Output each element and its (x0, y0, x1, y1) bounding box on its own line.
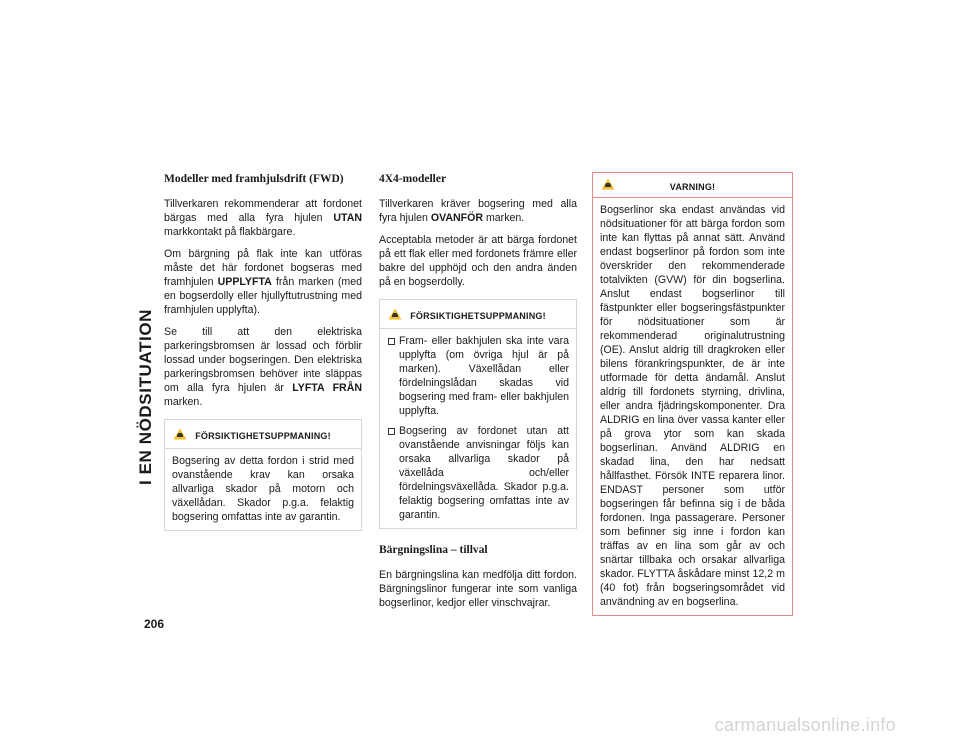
paragraph: Se till att den elektriska parkeringsbromsen är lossad och förblir lossad under bogseringen. Den elektriska parkeringsbromsen behöver inte släppas om alla fyra hjulen är LYFTA FRÅN marken. (164, 326, 363, 408)
section-heading-4x4: 4X4-modeller (379, 173, 447, 185)
emphasis: OVANFÖR (430, 212, 484, 224)
list-item: Fram- eller bakhjulen ska inte vara upplyfta (om övriga hjul är på marken). Växellådan eller fördelningslådan skadas vid bogsering med fram- eller bakhjulen upplyfta. (387, 334, 569, 418)
section-heading-tow-strap: Bärgningslina – tillval (379, 544, 488, 556)
warning-title: VARNING! (669, 182, 716, 192)
caution-header (380, 300, 576, 329)
caution-title: FÖRSIKTIGHETSUPPMANING! (195, 431, 331, 441)
paragraph: Tillverkaren kräver bogsering med alla fyra hjulen OVANFÖR marken. (379, 198, 577, 224)
warning-header (593, 173, 792, 198)
emphasis: UPPLYFTA (217, 276, 272, 288)
chapter-side-tab (133, 175, 159, 619)
column-1 (164, 172, 362, 531)
warning-text: Bogserlinor ska endast användas vid nödsituationer för att bärga fordon som inte kan flyttas på annat sätt. Använd endast bogserlinor på fordon som inte överskrider den rekommenderade totalvikten (GVW) för din bogserlina. Anslut endast bogserlinor till fästpunkter eller bogseringsfästpunkter för nödsituationer som är rekommenderad originalutrustning (OE). Anslut aldrig till dragkroken eller bilens förankringspunkter, de är inte utformade för detta ändamål. Anslut aldrig till fordonets styrning, drivlina, eller andra fjädringskomponenter. Dra ALDRIG en lina över vassa kanter eller på grova ytor som kan skada bogserlinan. Använd ALDRIG en skadad lina, den har nedsatt hållfasthet. Försök INTE reparera linor. ENDAST personer som utför bogseringen får befinna sig i de båda fordonen. Inga passagerare. Personer som befinner sig inne i fordon kan träffas av en lina som går av och snärtar tillbaka och orsakar allvarliga skador. FLYTTA åskådare minst 12,2 m (40 fot) från bogseringsområdet vid användning av en bogserlina. (600, 204, 785, 608)
caution-header (165, 420, 361, 449)
column-3 (592, 172, 793, 616)
caution-box (379, 299, 577, 529)
caution-box (164, 419, 362, 531)
paragraph: En bärgningslina kan medfölja ditt fordon. Bärgningslinor fungerar inte som vanliga bogserlinor, kedjor eller vinschvajrar. (379, 569, 577, 609)
emphasis: UTAN (333, 212, 362, 224)
paragraph: Tillverkaren rekommenderar att fordonet bärgas med alla fyra hjulen UTAN markkontakt på flakbärgare. (164, 198, 362, 238)
paragraph: Om bärgning på flak inte kan utföras måste det här fordonet bogseras med framhjulen UPPLYFTA från marken (med en bogserdolly eller hjullyftutrustning med framhjulen upplyfta). (164, 248, 363, 316)
chapter-title: I EN NÖDSITUATION (136, 308, 155, 486)
page-number: 206 (144, 617, 165, 631)
list-item: Bogsering av fordonet utan att ovanstående anvisningar följs kan orsaka allvarliga skador på växellåda och/eller fördelningsväxellåda. Skador p.g.a. felaktig bogsering omfattas inte av garantin. (387, 424, 569, 522)
caution-text: Bogsering av detta fordon i strid med ovanstående krav kan orsaka allvarliga skador på motorn och växellådan. Skador p.g.a. felaktig bogsering omfattas inte av garantin. (172, 455, 354, 523)
paragraph: Acceptabla metoder är att bärga fordonet på ett flak eller med fordonets främre eller bakre del upphöjd och den andra änden på en bogserdolly. (379, 234, 577, 288)
caution-title: FÖRSIKTIGHETSUPPMANING! (410, 311, 546, 321)
section-heading-fwd: Modeller med framhjulsdrift (FWD) (164, 173, 344, 185)
caution-list (387, 334, 569, 522)
column-2 (379, 172, 577, 618)
warning-box (592, 172, 793, 616)
emphasis: LYFTA FRÅN (292, 382, 363, 394)
watermark: carmanualsonline.info (714, 715, 896, 735)
